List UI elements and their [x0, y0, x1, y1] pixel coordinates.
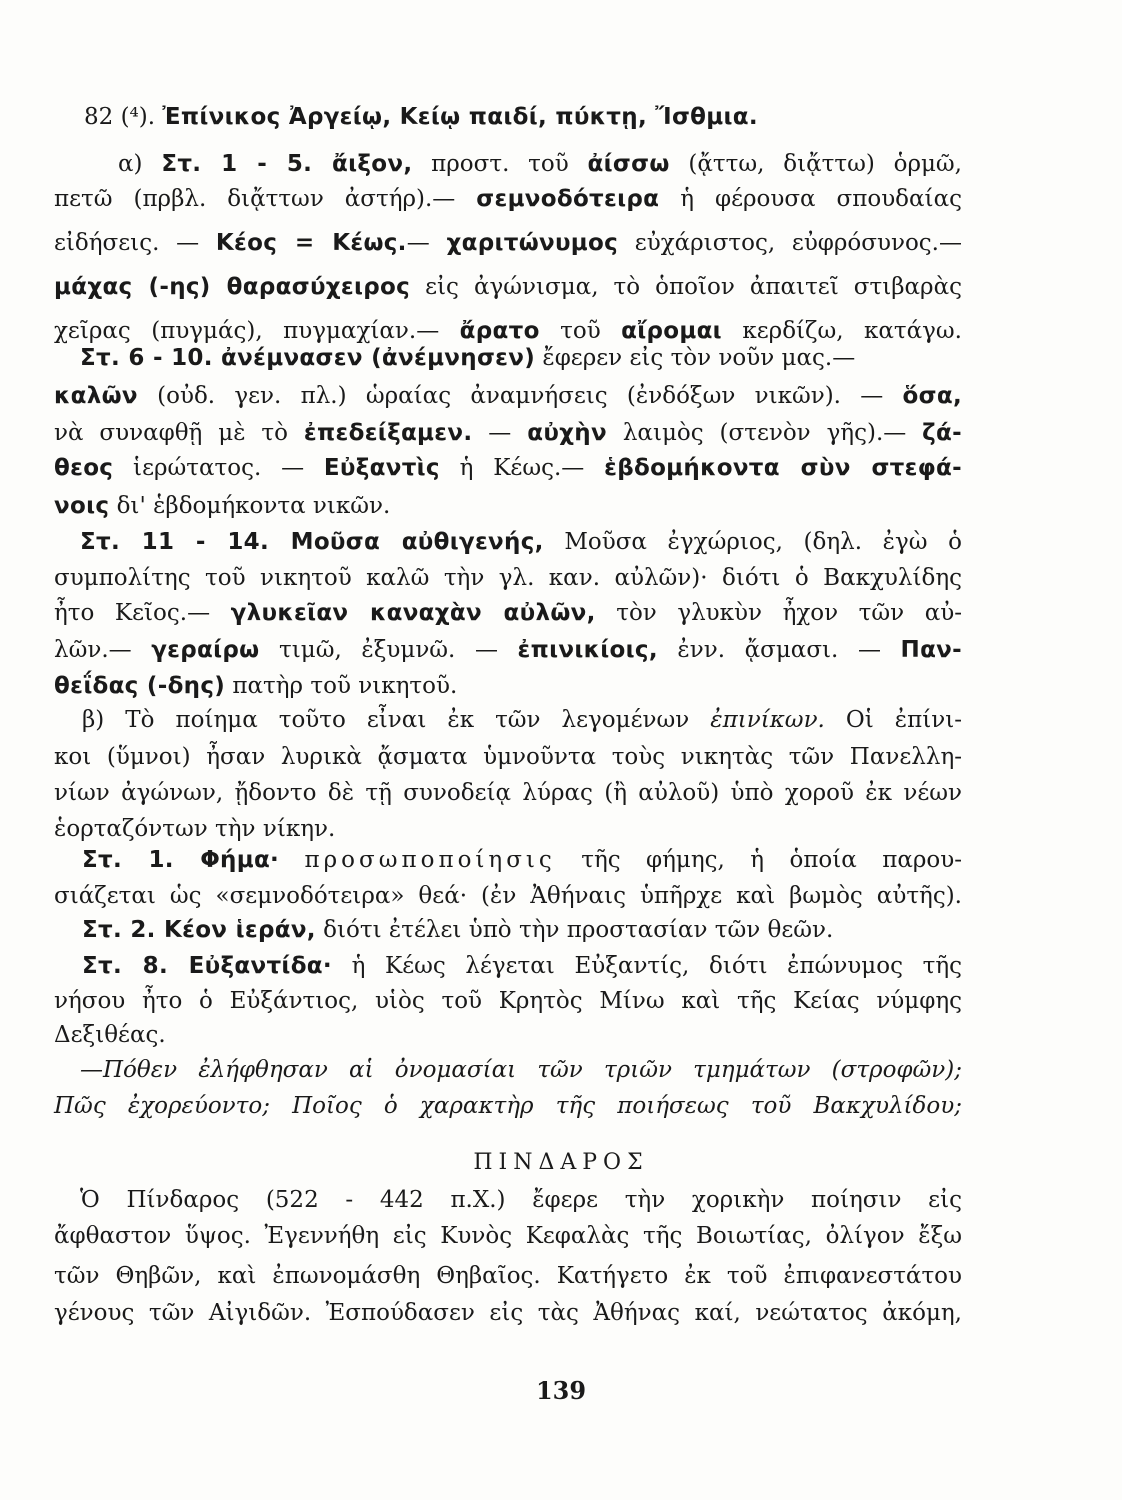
text-line: ἦτο Κεῖος.— γλυκεῖαν καναχὰν αὐλῶν, τὸν γλυκὺν ἦχον τῶν αὐ- — [54, 600, 963, 626]
text-line: λῶν.— γεραίρω τιμῶ, ἐξυμνῶ. — ἐπινικίοις, ἐνν. ᾄσμασι. — Παν- — [54, 637, 962, 663]
text-line: κοι (ὕμνοι) ἦσαν λυρικὰ ᾄσματα ὑμνοῦντα τοὺς νικητὰς τῶν Πανελλη- — [54, 744, 962, 770]
text-line: α) Στ. 1 - 5. ἄιξον, προστ. τοῦ ἀίσσω (ᾄττω, διᾄττω) ὁρμῶ, — [118, 151, 962, 177]
text-line: Στ. 2. Κέον ἱεράν, διότι ἐτέλει ὑπὸ τὴν προστασίαν τῶν θεῶν. — [82, 917, 834, 943]
text-line: νοις δι' ἑβδομήκοντα νικῶν. — [54, 493, 391, 519]
text-line: τῶν Θηβῶν, καὶ ἐπωνομάσθη Θηβαῖος. Κατήγετο ἐκ τοῦ ἐπιφανεστάτου — [54, 1263, 962, 1289]
text-line: Στ. 11 - 14. Μοῦσα αὐθιγενής, Μοῦσα ἐγχώριος, (δηλ. ἐγὼ ὁ — [80, 529, 962, 555]
text-line: Στ. 6 - 10. ἀνέμνασεν (ἀνέμνησεν) ἔφερεν εἰς τὸν νοῦν μας.— — [80, 345, 856, 371]
text-line: μάχας (-ης) θαρασύχειρος εἰς ἀγώνισμα, τὸ ὁποῖον ἀπαιτεῖ στιβαρὰς — [54, 274, 962, 300]
text-line: συμπολίτης τοῦ νικητοῦ καλῶ τὴν γλ. καν. αὐλῶν)· διότι ὁ Βακχυλίδης — [54, 565, 962, 591]
text-line: νὰ συναφθῇ μὲ τὸ ἐπεδείξαμεν. — αὐχὴν λαιμὸς (στενὸν γῆς).— ζά- — [54, 420, 963, 446]
text-line: νήσου ἦτο ὁ Εὐξάντιος, υἱὸς τοῦ Κρητὸς Μίνω καὶ τῆς Κείας νύμφης — [54, 988, 962, 1014]
text-line: Δεξιθέας. — [54, 1022, 166, 1048]
text-line: σιάζεται ὡς «σεμνοδότειρα» θεά· (ἐν Ἀθήναις ὑπῆρχε καὶ βωμὸς αὐτῆς). — [54, 883, 962, 909]
text-line: χεῖρας (πυγμάς), πυγμαχίαν.— ἄρατο τοῦ αἴρομαι κερδίζω, κατάγω. — [54, 318, 962, 344]
text-line: νίων ἀγώνων, ᾔδοντο δὲ τῇ συνοδείᾳ λύρας (ἢ αὐλοῦ) ὑπὸ χοροῦ ἐκ νέων — [54, 780, 962, 806]
text-line: —Πόθεν ἐλήφθησαν αἱ ὀνομασίαι τῶν τριῶν τμημάτων (στροφῶν); — [80, 1057, 962, 1083]
text-line: Στ. 1. Φήμα· προσωποποίησις τῆς φήμης, ἡ ὁποία παρου- — [82, 847, 963, 873]
text-line: ἑορταζόντων τὴν νίκην. — [54, 816, 336, 842]
text-line: 82 (⁴). Ἐπίνικος Ἀργείῳ, Κείῳ παιδί, πύκτῃ, Ἴσθμια. — [84, 104, 758, 130]
text-line: ἄφθαστον ὕψος. Ἐγεννήθη εἰς Κυνὸς Κεφαλὰς τῆς Βοιωτίας, ὀλίγον ἔξω — [54, 1223, 962, 1249]
text-line: καλῶν (οὐδ. γεν. πλ.) ὡραίας ἀναμνήσεις (ἐνδόξων νικῶν). — ὅσα, — [54, 383, 962, 409]
text-line: πετῶ (πρβλ. διᾄττων ἀστήρ).— σεμνοδότειρα ἡ φέρουσα σπουδαίας — [54, 186, 962, 212]
text-line: Στ. 8. Εὐξαντίδα· ἡ Κέως λέγεται Εὐξαντίς, διότι ἐπώνυμος τῆς — [82, 953, 962, 979]
text-line: β) Τὸ ποίημα τοῦτο εἶναι ἐκ τῶν λεγομένων ἐπινίκων. Οἱ ἐπίνι- — [82, 707, 963, 733]
text-line: θεΐδας (-δης) πατὴρ τοῦ νικητοῦ. — [54, 673, 458, 699]
text-line: Πῶς ἐχορεύοντο; Ποῖος ὁ χαρακτὴρ τῆς ποιήσεως τοῦ Βακχυλίδου; — [54, 1093, 962, 1119]
text-line: θεος ἱερώτατος. — Εὐξαντὶς ἡ Κέως.— ἑβδομήκοντα σὺν στεφά- — [54, 455, 962, 481]
page-number: 139 — [535, 1376, 587, 1405]
section-heading: ΠΙΝΔΑΡΟΣ — [473, 1150, 649, 1175]
text-line: Ὁ Πίνδαρος (522 - 442 π.Χ.) ἔφερε τὴν χορικὴν ποίησιν εἰς — [80, 1187, 962, 1213]
text-line: εἰδήσεις. — Κέος = Κέως.— χαριτώνυμος εὐχάριστος, εὐφρόσυνος.— — [54, 230, 962, 256]
text-line: γένους τῶν Αἰγιδῶν. Ἐσπούδασεν εἰς τὰς Ἀθήνας καί, νεώτατος ἀκόμη, — [54, 1300, 962, 1326]
